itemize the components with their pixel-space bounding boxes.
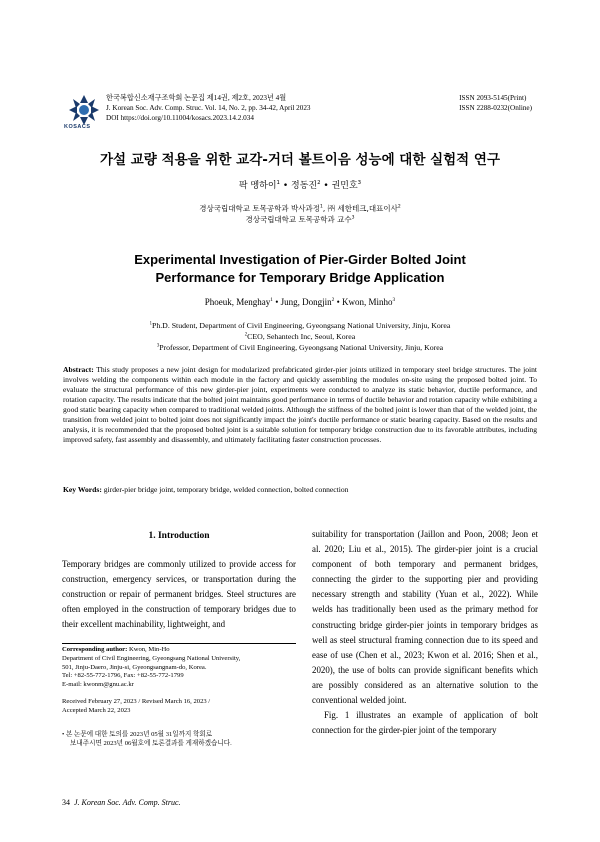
author-sep: • [334,297,342,307]
issn-block [459,93,532,113]
affil-kr-1b-sup: 2 [397,204,401,210]
keywords [63,485,537,494]
affil-en-3: Professor, Department of Civil Engineering, Gyeongsang National University, Jinju, Korea [159,343,444,352]
note-line2: 보내주시면 2023년 06월호에 토론결과를 게재하겠습니다. [70,740,232,747]
footer-journal: J. Korean Soc. Adv. Comp. Struc. [74,798,181,807]
author-en-2: Jung, Dongjin [280,297,332,307]
intro-right-paragraph-1: suitability for transportation (Jaillon and Poon, 2008; Jeon et al. 2020; Liu et al., 2015). The girder-pier joint is a crucial component of both temporary and permanent bridges, connecting the girder to the supporting pier and providing necessary strength and stability (Yuan et al., 2022). While welds has traditionally been used as the primary method for constructing bridge girder-pier joints in temporary bridges as well as steel structural framing connection due to its speed and ease of use (Chen et al., 2023; Kwon et al. 2016; Shen et al., 2020), the use of bolts can provide significant benefits which are possibly considered as an alternative solution to the conventional welded joint. [312,529,538,706]
corr-email[interactable]: E-mail: kwonm@gnu.ac.kr [62,681,134,689]
abstract [63,365,537,445]
journal-name-kr: 한국복합신소재구조학회 논문집 제14권, 제2호, 2023년 4월 [106,94,287,102]
issn-print: ISSN 2093-5145(Print) [459,94,527,102]
corr-label: Corresponding author: [62,646,128,653]
affil-kr-2-sup: 3 [351,215,355,221]
author-kr-1-sup: 1 [276,180,280,186]
page-number: 34 [62,798,70,807]
abstract-label: Abstract: [63,365,94,374]
affiliations-kr [0,203,600,225]
author-kr-2: 정동진 [291,181,318,191]
corr-phone: Tel: +82-55-772-1796, Fax: +82-55-772-1799 [62,672,184,680]
title-kr: 가설 교량 적용을 위한 교각-거더 볼트이음 성능에 대한 실험적 연구 [99,152,500,168]
correspondence-block [62,646,296,690]
section-heading-introduction: 1. Introduction [148,531,210,541]
author-en-2-sup: 2 [331,297,335,303]
note-line1: • 본 논문에 대한 토의를 2023년 05월 31일까지 학회로 [62,731,213,738]
keywords-text: girder-pier bridge joint, temporary bridge, welded connection, bolted connection [103,485,349,494]
intro-right-column [312,527,538,738]
author-sep: • [320,181,332,191]
affil-en-2-sup: 2 [244,332,248,338]
authors-kr [0,178,600,191]
author-en-3-sup: 3 [392,297,396,303]
intro-left-column [62,557,296,632]
dates-line1: Received February 27, 2023 / Revised March 16, 2023 / [62,698,211,705]
author-kr-3: 권민호 [331,181,358,191]
title-en-line2: Performance for Temporary Bridge Application [155,270,445,285]
title-en [0,251,600,287]
affil-en-1: Ph.D. Student, Department of Civil Engineering, Gyeongsang National University, Jinju, Korea [152,321,451,330]
journal-header [106,93,311,123]
discussion-note [62,730,296,748]
author-kr-2-sup: 2 [317,180,321,186]
affiliations-en [0,320,600,353]
keywords-label: Key Words: [63,485,102,494]
affil-kr-1-sup: 1 [319,204,323,210]
page-footer [62,798,181,807]
affil-en-2: CEO, Sehantech Inc, Seoul, Korea [247,332,356,341]
doi[interactable]: DOI https://doi.org/10.11004/kosacs.2023.14.2.034 [106,114,254,122]
affil-kr-1b: , ㈜ 세한테크,대표이사 [322,204,398,213]
issn-online: ISSN 2288-0232(Online) [459,104,532,112]
corr-dept: Department of Civil Engineering, Gyeongsang National University, [62,654,241,662]
intro-right-paragraph-2: Fig. 1 illustrates an example of application of bolt connection for the girder-pier joint of the temporary [312,710,538,736]
author-en-1: Phoeuk, Menghay [204,297,271,307]
author-kr-3-sup: 3 [357,180,362,186]
footnote-divider [62,643,296,644]
received-dates [62,697,296,715]
affil-kr-1: 경상국립대학교 토목공학과 박사과정 [199,204,320,213]
author-sep: • [279,181,291,191]
authors-en [0,297,600,307]
journal-name-en: J. Korean Soc. Adv. Comp. Struc. Vol. 14, No. 2, pp. 34-42, April 2023 [106,104,311,112]
author-sep: • [272,297,281,307]
intro-left-paragraph: Temporary bridges are commonly utilized to provide access for construction, emergency services, or transportation during the construction or repair of permanent bridges. Steel structures are often employed in the construction of temporary bridges due to their excellent machinability, lightweight, and [62,559,296,630]
corr-address: 501, Jinju-Daero, Jinju-si, Gyeongsangnam-do, Korea. [62,663,207,671]
affil-en-1-sup: 1 [149,321,152,327]
author-en-1-sup: 1 [270,297,273,303]
abstract-text: This study proposes a new joint design for modularized prefabricated girder-pier joints utilized in temporary steel bridge structures. The joint involves welding the components within each module in the factory and quickly assembling the modules on-site using the proposed bolted joint. To evaluate the structural performance of this new girder-pier joint, experiments were conducted to analyze its static behavior, ductile performance, and rotation capacity. The results indicate that the bolted joint maintains good performance in terms of ductile behavior and rotation capacity while exhibiting a good static bearing capacity when compared to traditional welded joints. Although the stiffness of the bolted joint is lower than that of the welded joint, the transition from welded joint to bolted joint does not significantly impact the joint's ductile performance or static bearing capacity. Based on the results and analysis, it is recommended that the proposed bolted joint is a suitable solution for temporary bridge construction due to its favorable attributes, including improved safety, fast assembly and disassembly, and ultimately facilitating faster construction processes. [63,365,538,445]
affil-en-3-sup: 3 [156,343,160,349]
affil-kr-2: 경상국립대학교 토목공학과 교수 [245,215,352,224]
author-kr-1: 팍 멩하이 [238,181,277,191]
corr-name: Kwon, Min-Ho [128,646,170,653]
dates-line2: Accepted March 22, 2023 [62,707,131,714]
title-en-line1: Experimental Investigation of Pier-Girder Bolted Joint [134,252,466,267]
author-en-3: Kwon, Minho [342,297,393,307]
logo-text: KOSACS [64,124,91,130]
